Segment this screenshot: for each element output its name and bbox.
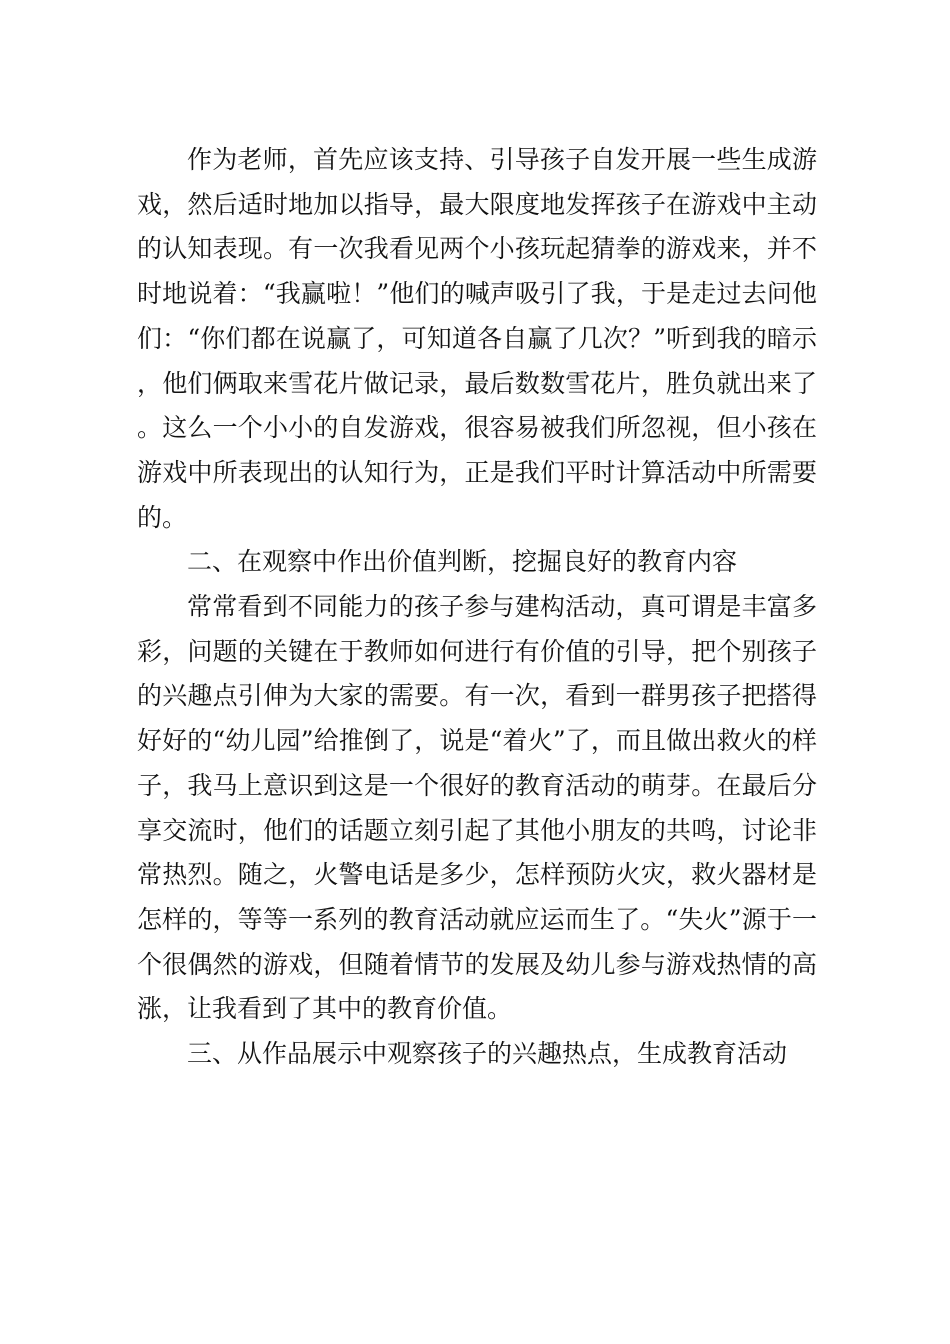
body-paragraph: 常常看到不同能力的孩子参与建构活动，真可谓是丰富多彩，问题的关键在于教师如何进行有价值的引导，把个别孩子的兴趣点引伸为大家的需要。有一次，看到一群男孩子把搭得好好的“幼儿园”给推倒了，说是“着火”了，而且做出救火的样子，我马上意识到这是一个很好的教育活动的萌芽。在最后分享交流时，他们的话题立刻引起了其他小朋友的共鸣，讨论非常热烈。随之，火警电话是多少，怎样预防火灾，救火器材是怎样的，等等一系列的教育活动就应运而生了。“失火”源于一个很偶然的游戏，但随着情节的发展及幼儿参与游戏热情的高涨，让我看到了其中的教育价值。 xyxy=(137,592,817,1024)
section-heading: 二、在观察中作出价值判断，挖掘良好的教育内容 xyxy=(187,547,738,577)
section-heading: 三、从作品展示中观察孩子的兴趣热点，生成教育活动 xyxy=(187,1039,788,1069)
document-body xyxy=(137,138,817,1077)
body-paragraph: 作为老师，首先应该支持、引导孩子自发开展一些生成游戏，然后适时地加以指导，最大限度地发挥孩子在游戏中主动的认知表现。有一次我看见两个小孩玩起猜拳的游戏来，并不时地说着：“我赢啦！”他们的喊声吸引了我，于是走过去问他们：“你们都在说赢了，可知道各自赢了几次？”听到我的暗示，他们俩取来雪花片做记录，最后数数雪花片，胜负就出来了。这么一个小小的自发游戏，很容易被我们所忽视，但小孩在游戏中所表现出的认知行为，正是我们平时计算活动中所需要的。 xyxy=(137,145,817,532)
